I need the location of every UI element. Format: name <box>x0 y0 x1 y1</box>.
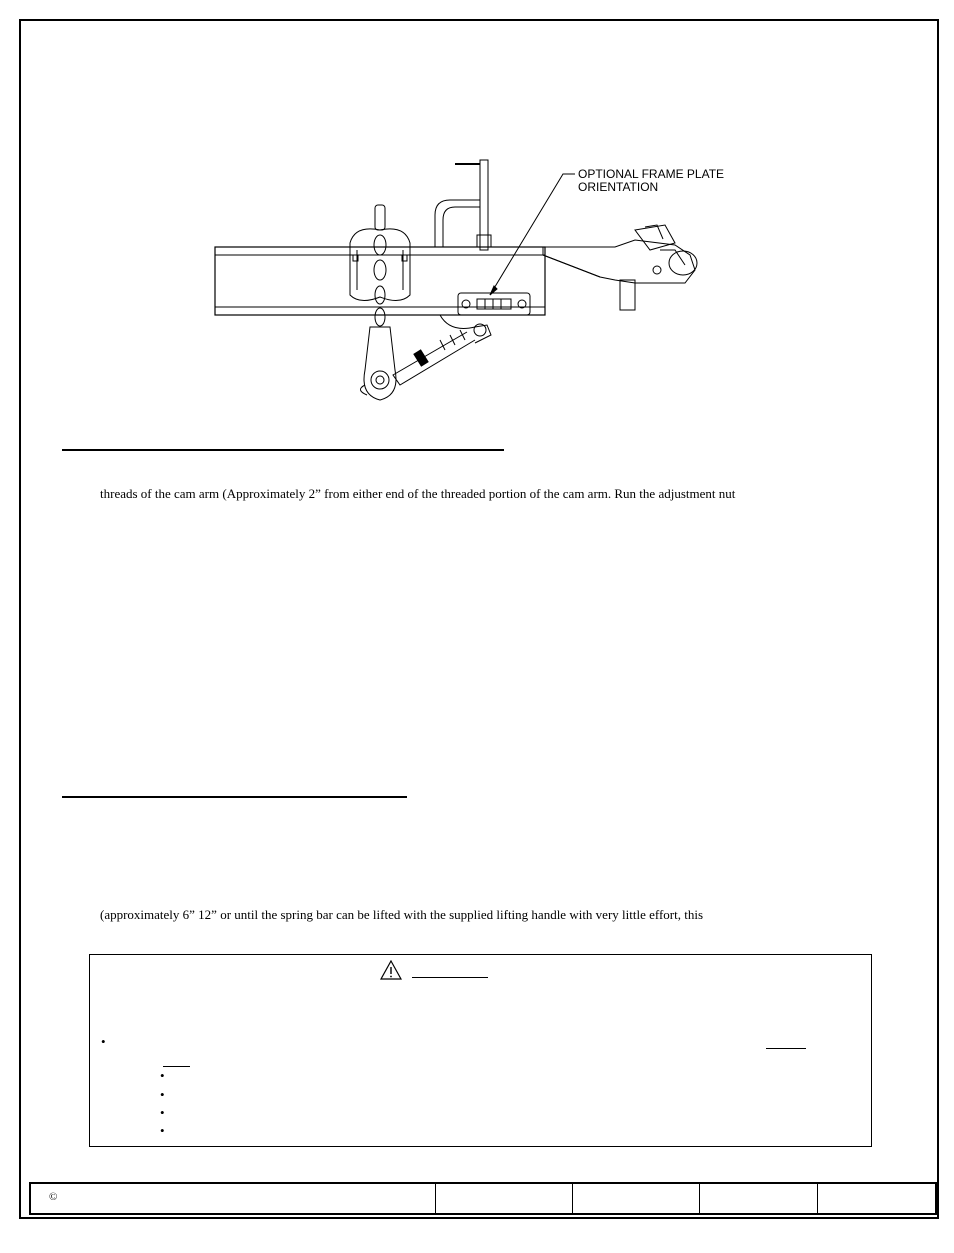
warning-heading-underline <box>412 977 488 978</box>
bullet-main: • <box>101 1034 106 1049</box>
footer-title-block <box>29 1182 937 1215</box>
footer-cell-5 <box>818 1184 935 1213</box>
body-text-line-2: (approximately 6” 12” or until the spring bar can be lifted with the supplied lifting handle with very little effort, this <box>100 907 704 922</box>
footer-cell-3 <box>573 1184 700 1213</box>
bullet-sub-4: • <box>160 1123 165 1138</box>
warning-triangle-icon <box>380 960 402 980</box>
body-text-line-1: threads of the cam arm (Approximately 2” from either end of the threaded portion of the cam arm. Run the adjustment nut <box>100 486 736 501</box>
footer-cell-copyright <box>31 1184 436 1213</box>
jack-post <box>435 160 491 250</box>
underline-right <box>766 1048 806 1049</box>
callout-label-line1: OPTIONAL FRAME PLATE <box>578 167 725 181</box>
chain-bracket <box>350 205 410 326</box>
warning-box <box>89 954 872 1147</box>
spring-bar <box>360 327 396 400</box>
frame-rail <box>215 247 545 315</box>
copyright-symbol: © <box>49 1191 58 1203</box>
section-rule-2 <box>62 796 407 798</box>
hitch-assembly-drawing <box>205 155 735 410</box>
footer-cell-2 <box>436 1184 573 1213</box>
coupler <box>543 225 697 310</box>
frame-plate <box>458 293 530 315</box>
bullet-sub-2: • <box>160 1087 165 1102</box>
cam-arm <box>393 315 491 385</box>
footer-cell-4 <box>700 1184 818 1213</box>
callout-label-line2: ORIENTATION <box>578 180 659 194</box>
callout-leader <box>490 174 575 295</box>
bullet-sub-3: • <box>160 1105 165 1120</box>
section-rule-1 <box>62 449 504 451</box>
underline-left <box>163 1066 190 1067</box>
bullet-sub-1: • <box>160 1068 165 1083</box>
